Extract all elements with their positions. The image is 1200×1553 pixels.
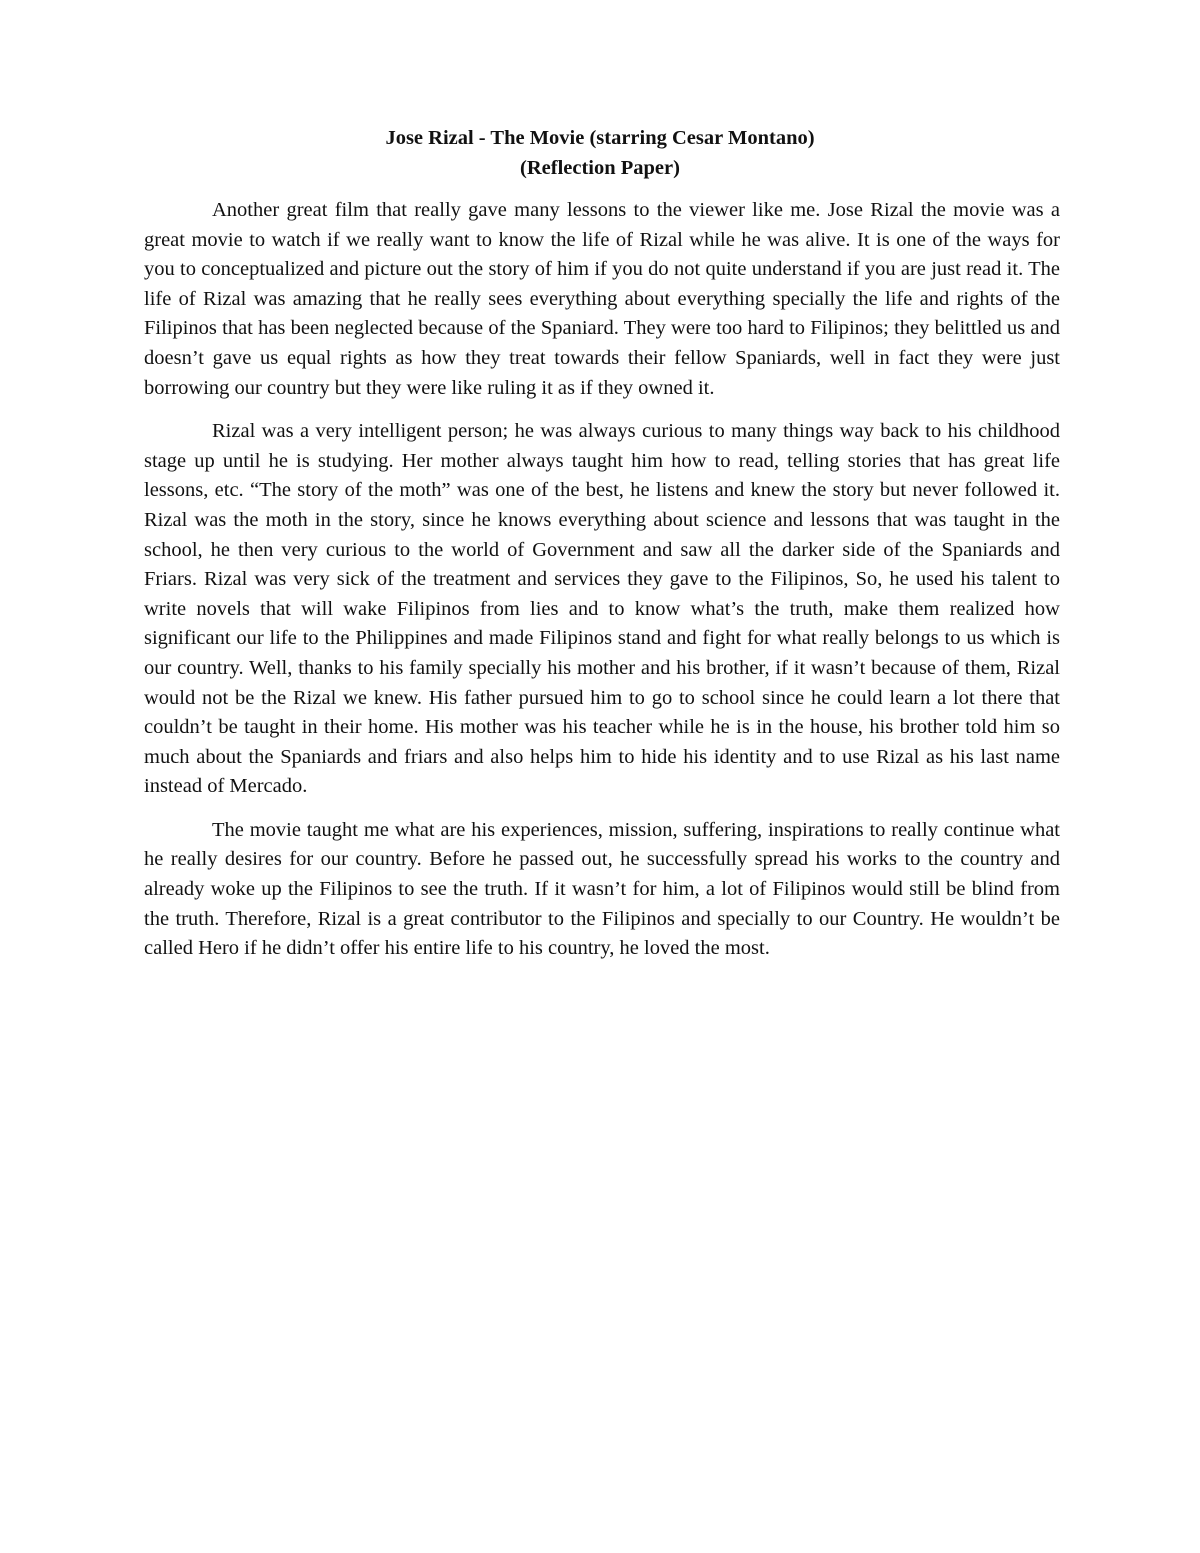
document-heading xyxy=(0,123,1200,183)
document-body xyxy=(144,196,1060,978)
paragraph-1: Another great film that really gave many lessons to the viewer like me. Jose Rizal the movie was a great movie to watch if we really want to know the life of Rizal while he was alive. It is one of the ways for you to conceptualized and picture out the story of him if you do not quite understand if you are just read it. The life of Rizal was amazing that he really sees everything about everything specially the life and rights of the Filipinos that has been neglected because of the Spaniard. They were too hard to Filipinos; they belittled us and doesn’t gave us equal rights as how they treat towards their fellow Spaniards, well in fact they were just borrowing our country but they were like ruling it as if they owned it. xyxy=(144,199,1060,399)
paragraph-3: The movie taught me what are his experiences, mission, suffering, inspirations to really continue what he really desires for our country. Before he passed out, he successfully spread his works to the country and already woke up the Filipinos to see the truth. If it wasn’t for him, a lot of Filipinos would still be blind from the truth. Therefore, Rizal is a great contributor to the Filipinos and specially to our Country. He wouldn’t be called Hero if he didn’t offer his entire life to his country, he loved the most. xyxy=(144,818,1060,960)
paragraph-2: Rizal was a very intelligent person; he was always curious to many things way back to his childhood stage up until he is studying. Her mother always taught him how to read, telling stories that has great life lessons, etc. “The story of the moth” was one of the best, he listens and knew the story but never followed it. Rizal was the moth in the story, since he knows everything about science and lessons that was taught in the school, he then very curious to the world of Government and saw all the darker side of the Spaniards and Friars. Rizal was very sick of the treatment and services they gave to the Filipinos, So, he used his talent to write novels that will wake Filipinos from lies and to know what’s the truth, make them realized how significant our life to the Philippines and made Filipinos stand and fight for what really belongs to us which is our country. Well, thanks to his family specially his mother and his brother, if it wasn’t because of them, Rizal would not be the Rizal we knew. His father pursued him to go to school since he could learn a lot there that couldn’t be taught in their home. His mother was his teacher while he is in the house, his brother told him so much about the Spaniards and friars and also helps him to hide his identity and to use Rizal as his last name instead of Mercado. xyxy=(144,420,1060,798)
document-subtitle: (Reflection Paper) xyxy=(520,157,680,179)
document-title: Jose Rizal - The Movie (starring Cesar Montano) xyxy=(385,127,815,149)
